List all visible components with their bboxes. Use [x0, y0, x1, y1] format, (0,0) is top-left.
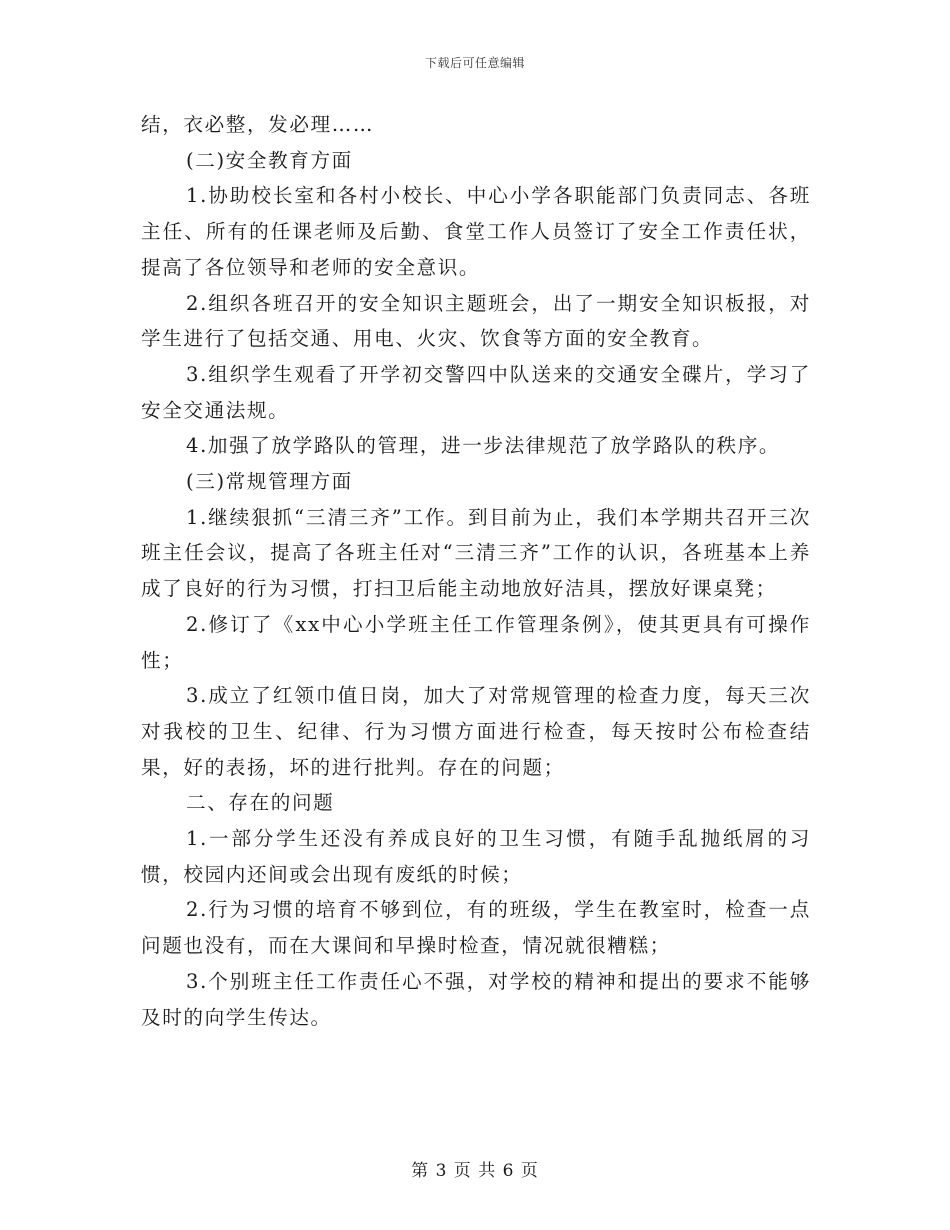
paragraph: 1.一部分学生还没有养成良好的卫生习惯，有随手乱抛纸屑的习惯，校园内还间或会出现有废纸的时候；: [141, 827, 811, 886]
paragraph: 4.加强了放学路队的管理，进一步法律规范了放学路队的秩序。: [186, 434, 781, 458]
paragraph: 2.行为习惯的培育不够到位，有的班级，学生在教室时，检查一点问题也没有，而在大课间和早操时检查，情况就很糟糕；: [141, 898, 811, 958]
section-heading: (二)安全教育方面: [186, 148, 353, 172]
paragraph: 1.继续狠抓“三清三齐”工作。到目前为止，我们本学期共召开三次班主任会议，提高了各班主任对“三清三齐”工作的认识，各班基本上养成了良好的行为习惯，打扫卫后能主动地放好洁具，摆放好课桌凳；: [141, 505, 811, 601]
paragraph: 3.个别班主任工作责任心不强，对学校的精神和提出的要求不能够及时的向学生传达。: [141, 969, 811, 1029]
paragraph: 3.成立了红领巾值日岗，加大了对常规管理的检查力度，每天三次对我校的卫生、纪律、行为习惯方面进行检查，每天按时公布检查结果，好的表扬，坏的进行批判。存在的问题；: [141, 684, 811, 779]
paragraph: 结，衣必整，发必理……: [141, 113, 375, 136]
paragraph: 3.组织学生观看了开学初交警四中队送来的交通安全碟片，学习了安全交通法规。: [141, 362, 811, 422]
paragraph: 1.协助校长室和各村小校长、中心小学各职能部门负责同志、各班主任、所有的任课老师及后勤、食堂工作人员签订了安全工作责任状，提高了各位领导和老师的安全意识。: [141, 184, 811, 279]
page-footer: 第 3 页 共 6 页: [411, 1161, 539, 1181]
section-heading: (三)常规管理方面: [186, 470, 353, 494]
document-body: [141, 107, 811, 1035]
page-header: 下载后可任意编辑: [424, 56, 525, 70]
section-heading: 二、存在的问题: [186, 791, 335, 815]
paragraph: 2.修订了《xx中心小学班主任工作管理条例》，使其更具有可操作性；: [141, 612, 811, 672]
paragraph: 2.组织各班召开的安全知识主题班会，出了一期安全知识板报，对学生进行了包括交通、用电、火灾、饮食等方面的安全教育。: [141, 291, 811, 351]
